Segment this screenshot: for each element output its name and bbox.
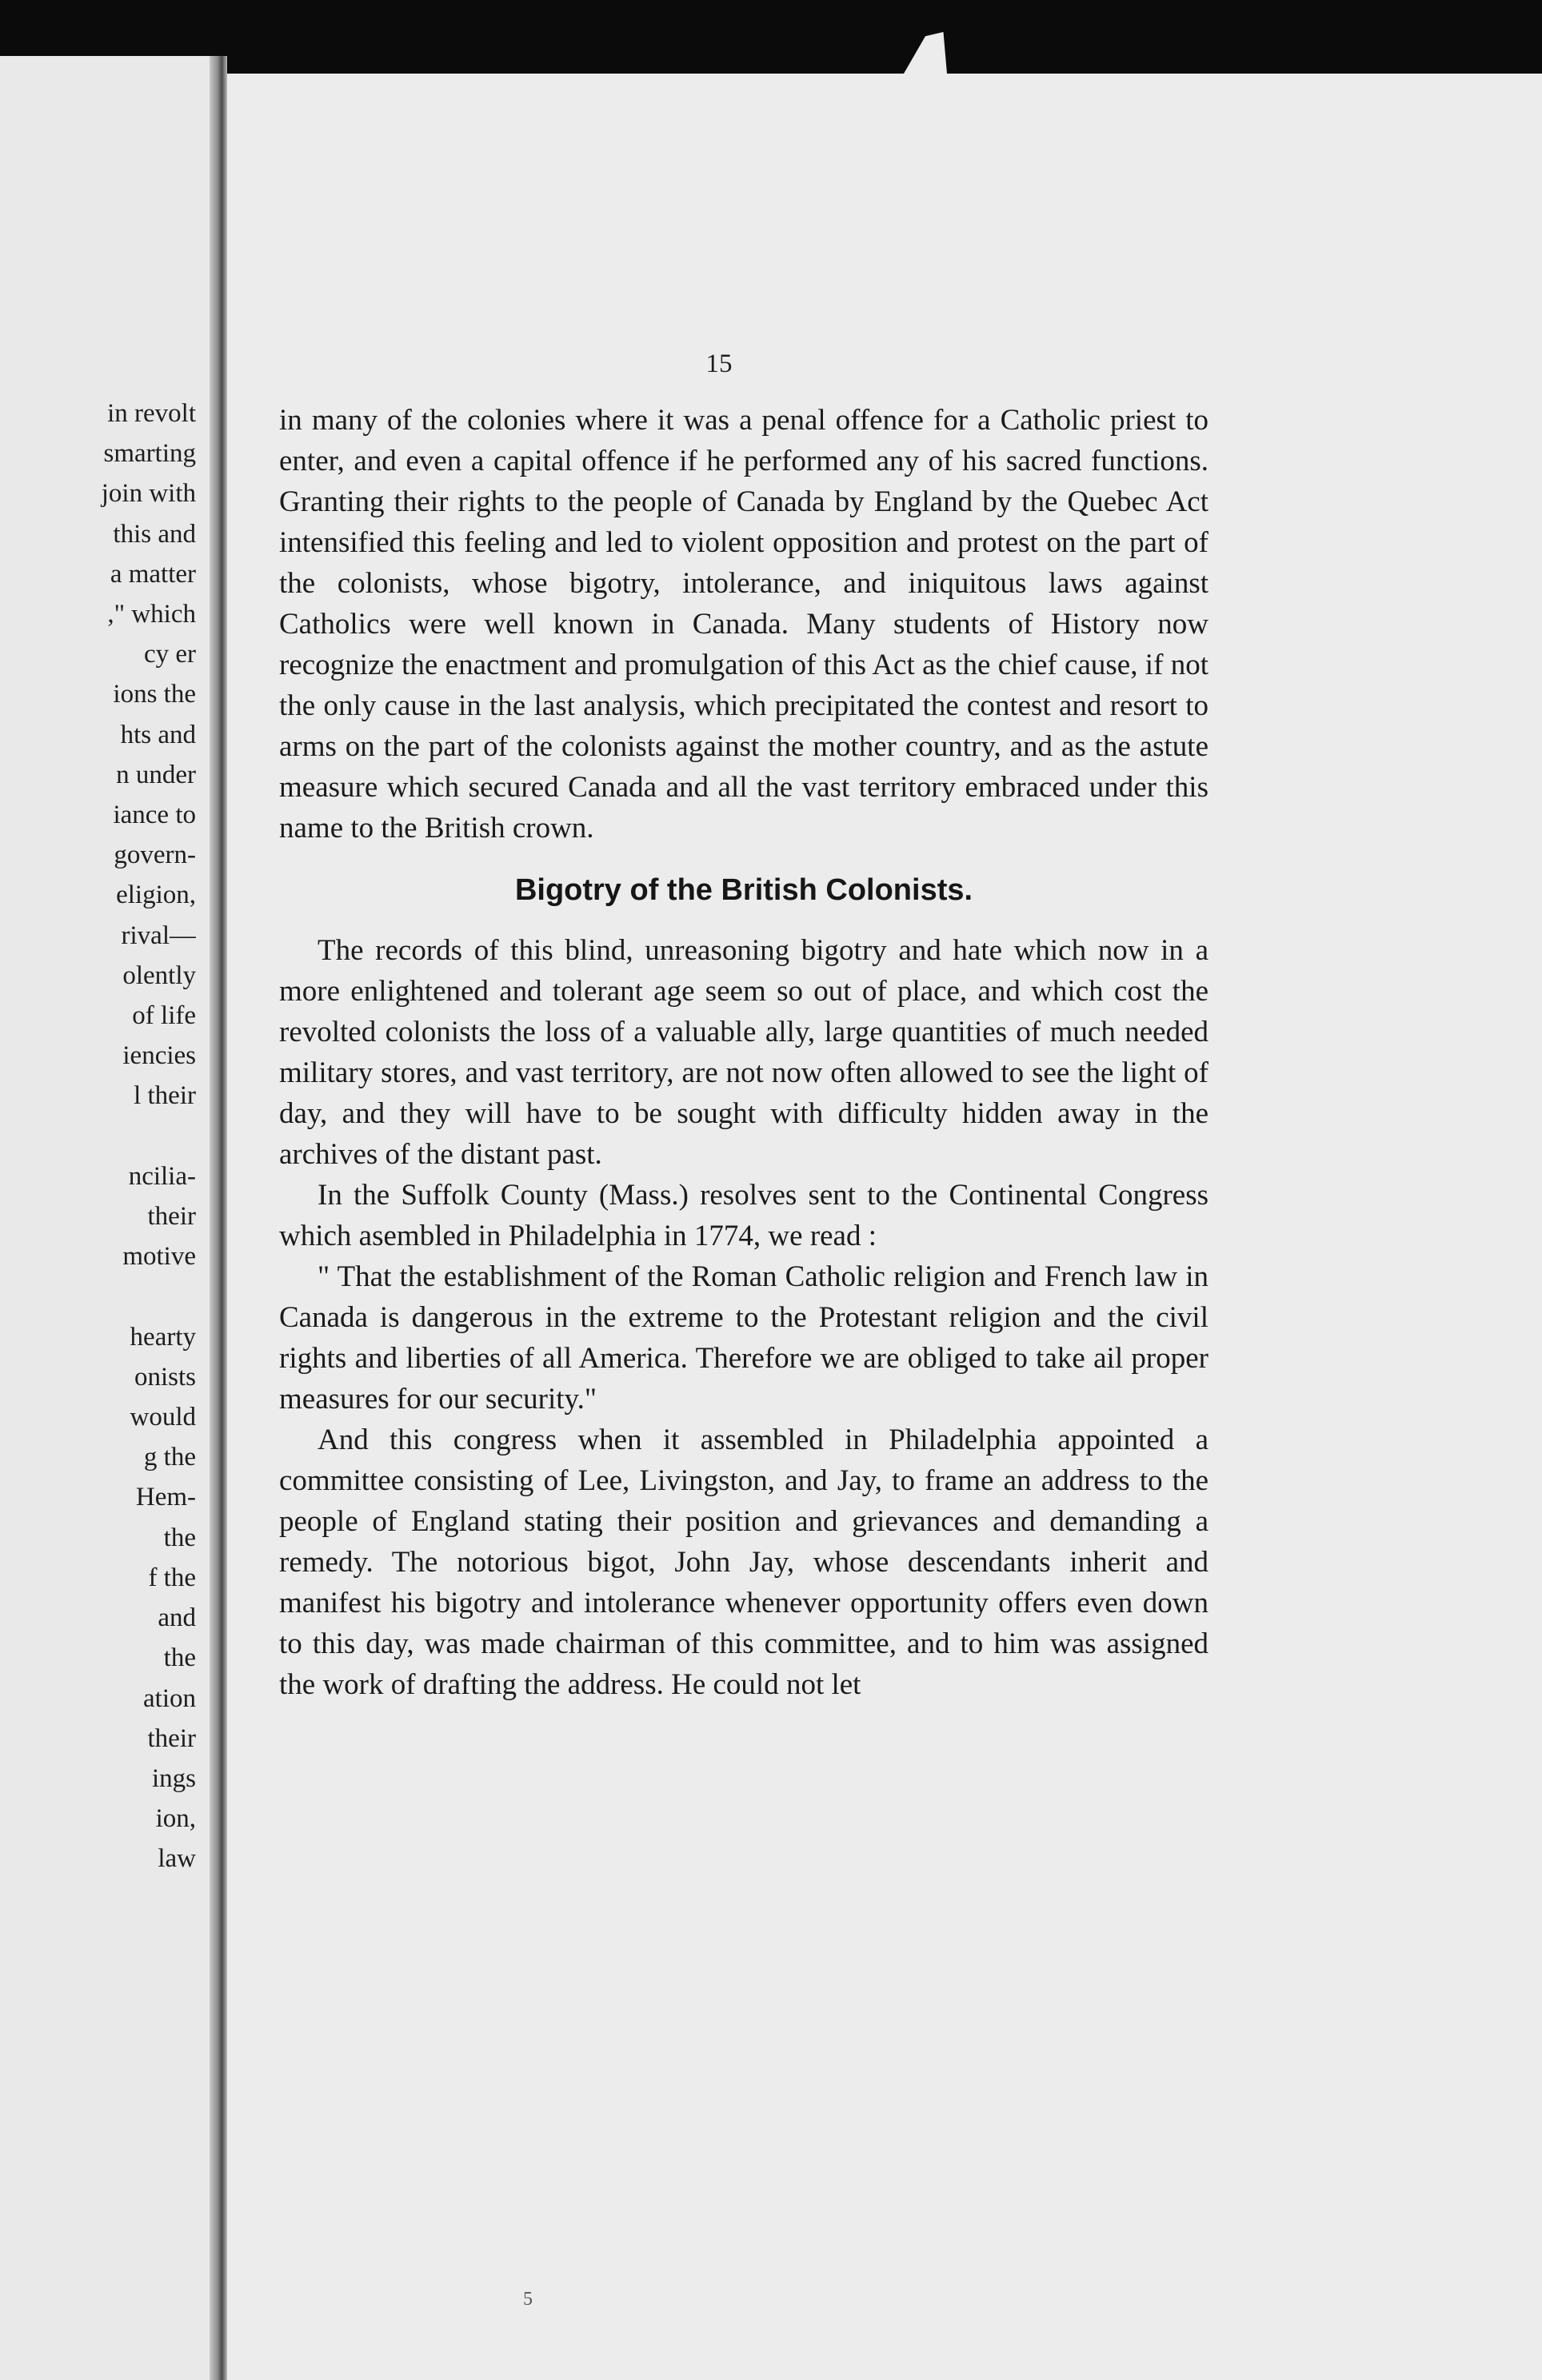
previous-page-text [0, 393, 196, 1879]
page-corner [904, 32, 976, 74]
previous-page-line: in revolt [107, 399, 196, 428]
quotation-resolves: " That the establishment of the Roman Catholic religion and French law in Canada is dangerous in the extreme to the Protestant religion and the civil rights and liberties of all America. Therefore we are obliged to take ail proper measures for our security." [279, 1260, 1208, 1416]
paragraph-records: The records of this blind, unreasoning bigotry and hate which now in a more enlightened and tolerant age seem so out of place, and which cost the revolted colonists the loss of a valuable ally, large quantities of much needed military stores, and vast territory, are not now often allowed to see the light of day, and they will have to be sought with difficulty hidden away in the archives of the distant past. [279, 934, 1208, 1171]
previous-page-line: n under [116, 760, 196, 789]
previous-page-line: g the [143, 1443, 196, 1472]
previous-page-line: the [163, 1643, 196, 1673]
page-body [279, 400, 1208, 1705]
previous-page-line: iencies [122, 1041, 196, 1071]
section-heading: Bigotry of the British Colonists. [514, 873, 973, 907]
previous-page-line: ions the [113, 680, 196, 709]
previous-page-line: join with [101, 479, 196, 509]
paragraph-quebec-act: in many of the colonies where it was a penal offence for a Catholic priest to enter, and even a capital offence if he performed any of his sacred functions. Granting their rights to the people of Canada by England by the Quebec Act intensified this feeling and led to violent opposition and protest on the part of the colonists, whose bigotry, intolerance, and iniquitous laws against Catholics were well known in Canada. Many students of History now recognize the enactment and promulgation of this Act as the chief cause, if not the only cause in the last analysis, which precipitated the contest and resort to arms on the part of the colonists against the mother country, and as the astute measure which secured Canada and all the vast territory embraced under this name to the British crown. [279, 404, 1208, 845]
previous-page-line: rival— [121, 920, 196, 950]
previous-page-line: ," which [107, 600, 196, 629]
previous-page-line: ncilia- [128, 1161, 196, 1191]
previous-page-line: olently [122, 960, 196, 990]
book-gutter [210, 56, 227, 2380]
previous-page-line: their [147, 1202, 196, 1232]
previous-page-line: ation [143, 1683, 196, 1713]
previous-page-line: cy er [143, 640, 196, 669]
previous-page-line: hts and [120, 720, 196, 749]
page-number: 15 [705, 349, 733, 378]
previous-page-line: smarting [103, 439, 196, 469]
previous-page-line: motive [122, 1242, 196, 1272]
paragraph-committee: And this congress when it assembled in Philadelphia appointed a committee consisting of Lee, Livingston, and Jay, to frame an address to the people of England stating their position and grievances and demanding a remedy. The notorious bigot, John Jay, whose descendants inherit and manifest his bigotry and intolerance whenever opportunity offers even down to this day, was made chairman of this committee, and to him was assigned the work of drafting the address. He could not let [279, 1424, 1208, 1701]
previous-page-line: would [130, 1403, 196, 1432]
previous-page-line: f the [148, 1563, 196, 1592]
signature-mark: 5 [523, 2289, 533, 2310]
previous-page-line: of life [132, 1001, 196, 1031]
previous-page-line: this and [113, 519, 196, 549]
previous-page-line: the [163, 1523, 196, 1552]
previous-page-line: ion, [155, 1804, 196, 1834]
previous-page-line: Hem- [135, 1483, 196, 1512]
previous-page-line: ings [151, 1763, 196, 1793]
previous-page-line: govern- [114, 841, 196, 870]
previous-page-line: onists [134, 1362, 196, 1392]
previous-page-line [0, 1276, 196, 1316]
previous-page-line: law [158, 1844, 196, 1874]
current-page [227, 74, 1542, 2380]
previous-page-line: hearty [130, 1322, 196, 1352]
previous-page-line: eligion, [116, 881, 196, 910]
paragraph-suffolk: In the Suffolk County (Mass.) resolves sent to the Continental Congress which asembled in Philadelphia in 1774, we read : [279, 1179, 1208, 1252]
previous-page-line: and [158, 1603, 196, 1633]
previous-page [0, 56, 210, 2380]
previous-page-line [0, 1116, 196, 1156]
previous-page-line: their [147, 1723, 196, 1753]
previous-page-line: l their [134, 1081, 196, 1111]
previous-page-line: iance to [113, 801, 196, 830]
previous-page-line: a matter [110, 559, 196, 589]
